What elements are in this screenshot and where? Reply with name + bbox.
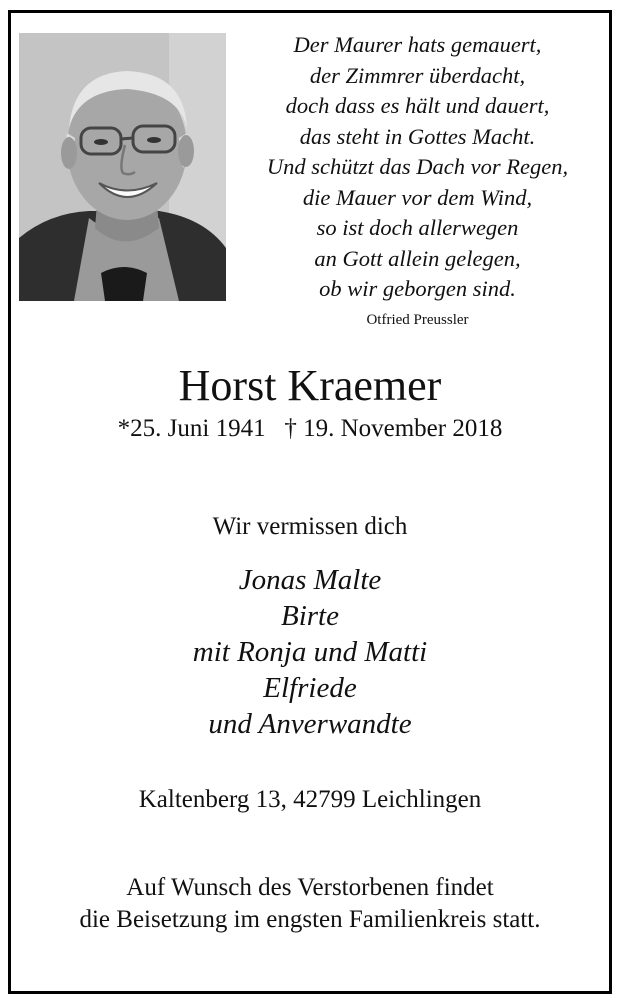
notice-line: Auf Wunsch des Verstorbenen findet: [126, 874, 494, 901]
poem-line: ob wir geborgen sind.: [319, 276, 516, 301]
mourner-name: Jonas Malte: [238, 564, 382, 596]
mourner-name: mit Ronja und Matti: [192, 636, 428, 668]
poem-line: doch dass es hält und dauert,: [285, 93, 550, 118]
family-address: Kaltenberg 13, 42799 Leichlingen: [138, 786, 482, 813]
poem-line: Und schützt das Dach vor Regen,: [266, 154, 569, 179]
poem: [230, 30, 605, 305]
portrait-photo: [19, 33, 226, 301]
poem-line: die Mauer vor dem Wind,: [302, 184, 533, 210]
poem-line: Der Maurer hats gemauert,: [293, 32, 542, 57]
mourner-name: Birte: [281, 600, 339, 632]
mourners-list: [0, 562, 620, 742]
poem-line: der Zimmrer überdacht,: [309, 62, 526, 88]
burial-notice: [0, 872, 620, 936]
poem-line: das steht in Gottes Macht.: [299, 123, 536, 149]
portrait-illustration: [19, 33, 226, 301]
mourner-name: Elfriede: [263, 672, 357, 704]
mourners-intro: Wir vermissen dich: [212, 513, 408, 540]
deceased-name: Horst Kraemer: [178, 361, 442, 410]
life-dates: *25. Juni 1941 † 19. November 2018: [117, 415, 503, 442]
mourner-name: und Anverwandte: [208, 708, 412, 740]
notice-line: die Beisetzung im engsten Familienkreis statt.: [79, 906, 541, 933]
poem-author: Otfried Preussler: [366, 312, 469, 328]
poem-line: an Gott allein gelegen,: [314, 245, 521, 271]
poem-line: so ist doch allerwegen: [316, 215, 519, 240]
